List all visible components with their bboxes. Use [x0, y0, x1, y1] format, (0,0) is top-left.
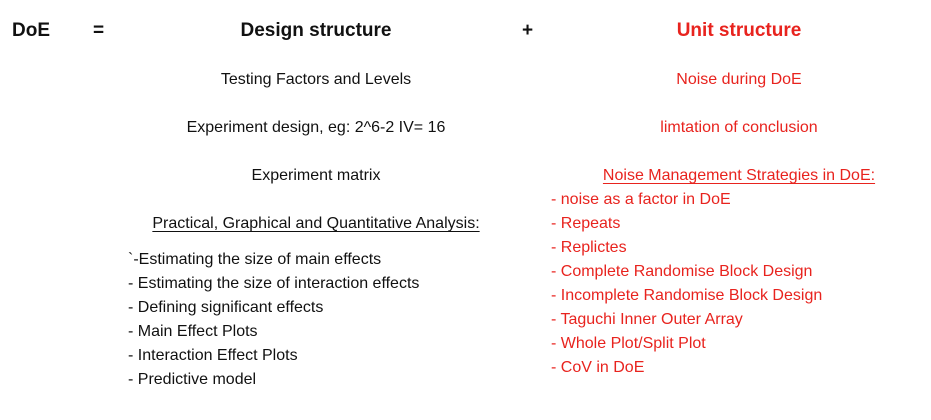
list-item: - Interaction Effect Plots — [128, 347, 298, 364]
plus-sign: + — [522, 20, 534, 41]
noise-strategies-heading: Noise Management Strategies in DoE: — [602, 167, 876, 184]
analysis-heading: Practical, Graphical and Quantitative Analysis: — [152, 215, 480, 232]
noise-during-doe-text: Noise during DoE — [676, 71, 802, 88]
analysis-list — [128, 248, 419, 392]
experiment-matrix-text: Experiment matrix — [251, 167, 381, 184]
list-item: - Defining significant effects — [128, 299, 324, 316]
experiment-design-text: Experiment design, eg: 2^6-2 IV= 16 — [186, 119, 446, 136]
list-item: - noise as a factor in DoE — [551, 191, 731, 208]
unit-structure-title: Unit structure — [676, 20, 802, 41]
list-item: - Repeats — [551, 215, 621, 232]
list-item: - Whole Plot/Split Plot — [551, 335, 706, 352]
testing-factors-text: Testing Factors and Levels — [220, 71, 412, 88]
list-item: - Taguchi Inner Outer Array — [551, 311, 743, 328]
list-item: - Predictive model — [128, 371, 257, 388]
list-item: - Incomplete Randomise Block Design — [551, 287, 823, 304]
list-item: - Estimating the size of interaction effects — [128, 275, 420, 292]
list-item: - CoV in DoE — [551, 359, 645, 376]
doe-label: DoE — [12, 20, 50, 41]
list-item: - Replictes — [551, 239, 627, 256]
list-item: - Main Effect Plots — [128, 323, 258, 340]
list-item: - Complete Randomise Block Design — [551, 263, 813, 280]
limitation-text: limtation of conclusion — [660, 119, 818, 136]
list-item: `-Estimating the size of main effects — [128, 251, 382, 268]
noise-strategies-list — [551, 188, 822, 380]
equals-sign: = — [93, 20, 105, 41]
design-structure-title: Design structure — [240, 20, 392, 41]
